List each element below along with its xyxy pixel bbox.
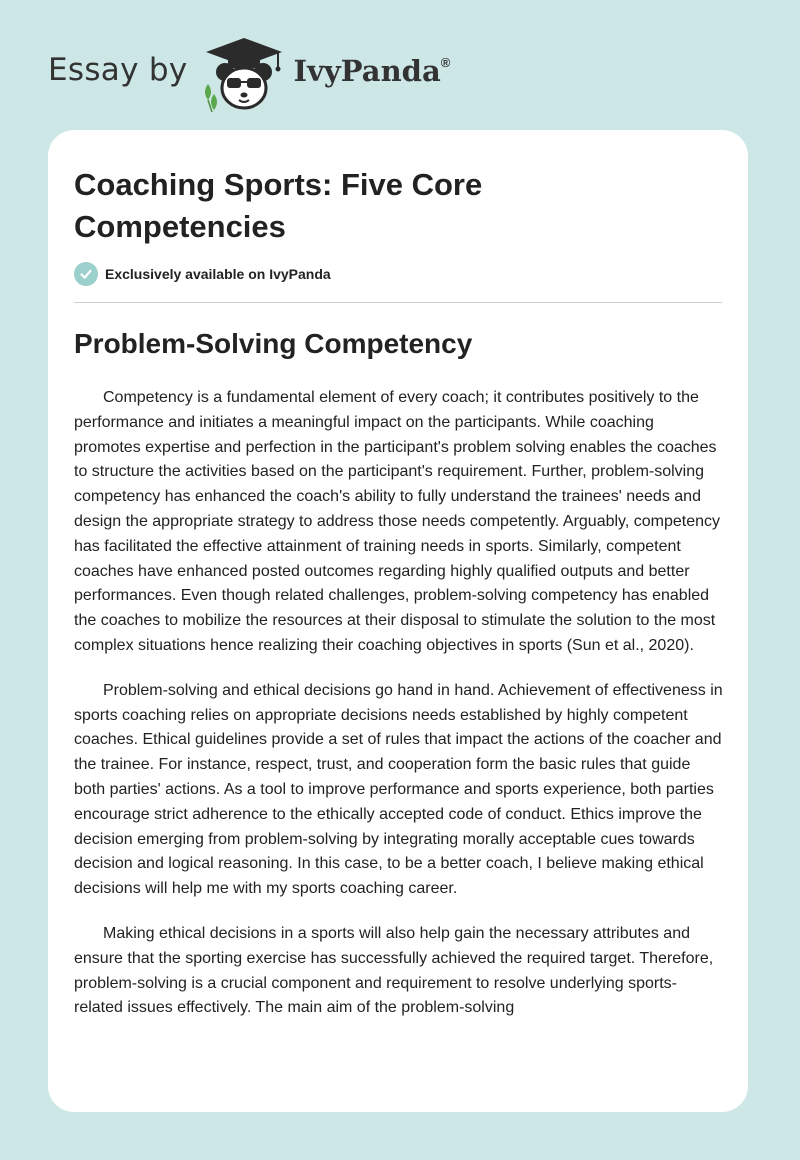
essay-card: [48, 130, 748, 1112]
section-heading: Problem-Solving Competency: [74, 328, 473, 359]
essay-by-label: Essay by: [48, 52, 188, 88]
ivypanda-panda-logo-icon[interactable]: [198, 36, 290, 112]
page-title: Coaching Sports: Five Core Competencies: [74, 167, 483, 244]
paragraph-2: Problem-solving and ethical decisions go hand in hand. Achievement of effectiveness in sports coaching relies on appropriate decisions needs established by highly competent coaches. Ethical guidelines provide a set of rules that impact the actions of the coacher and the trainee. For instance, respect, trust, and cooperation form the basic rules that guide both parties' actions. As a tool to improve performance and sports experience, both parties encourage strict adherence to the ethically accepted code of conduct. Ethics improve the decision emerging from problem-solving by integrating morally acceptable cues towards decision and logical reasoning. In this case, to be a better coach, I believe making ethical decisions will help me with my sports coaching career.: [74, 681, 723, 898]
registered-mark: ®: [440, 55, 451, 70]
check-icon: [74, 262, 98, 286]
paragraph-1: Competency is a fundamental element of every coach; it contributes positively to the performance and initiates a meaningful impact on the participants. While coaching promotes expertise and perfection in the participant's problem solving enables the coaches to structure the activities based on the participant's requirement. Further, problem-solving competency has enhanced the coach's ability to fully understand the trainees' needs and design the appropriate strategy to address those needs competently. Arguably, competency has facilitated the effective attainment of training needs in sports. Similarly, competent coaches have enhanced posted outcomes regarding highly qualified outputs and better performances. Even though related challenges, problem-solving competency has enabled the coaches to mobilize the resources at their disposal to stimulate the solution to the most complex situations hence realizing their coaching objectives in sports (Sun et al., 2020).: [74, 389, 721, 654]
badge-label: Exclusively available on IvyPanda: [105, 266, 331, 282]
article-body: [74, 386, 724, 1041]
site-header: [48, 36, 508, 112]
paragraph-3: Making ethical decisions in a sports will also help gain the necessary attributes and ensure that the sporting exercise has successfully achieved the required target. Therefore, problem-solving is a crucial component and requirement to resolve underlying sports-related issues effectively. The main aim of the problem-solving: [74, 924, 714, 1017]
exclusive-badge: [74, 262, 331, 286]
brand-name[interactable]: IvyPanda®: [293, 54, 451, 88]
divider: [74, 302, 722, 303]
